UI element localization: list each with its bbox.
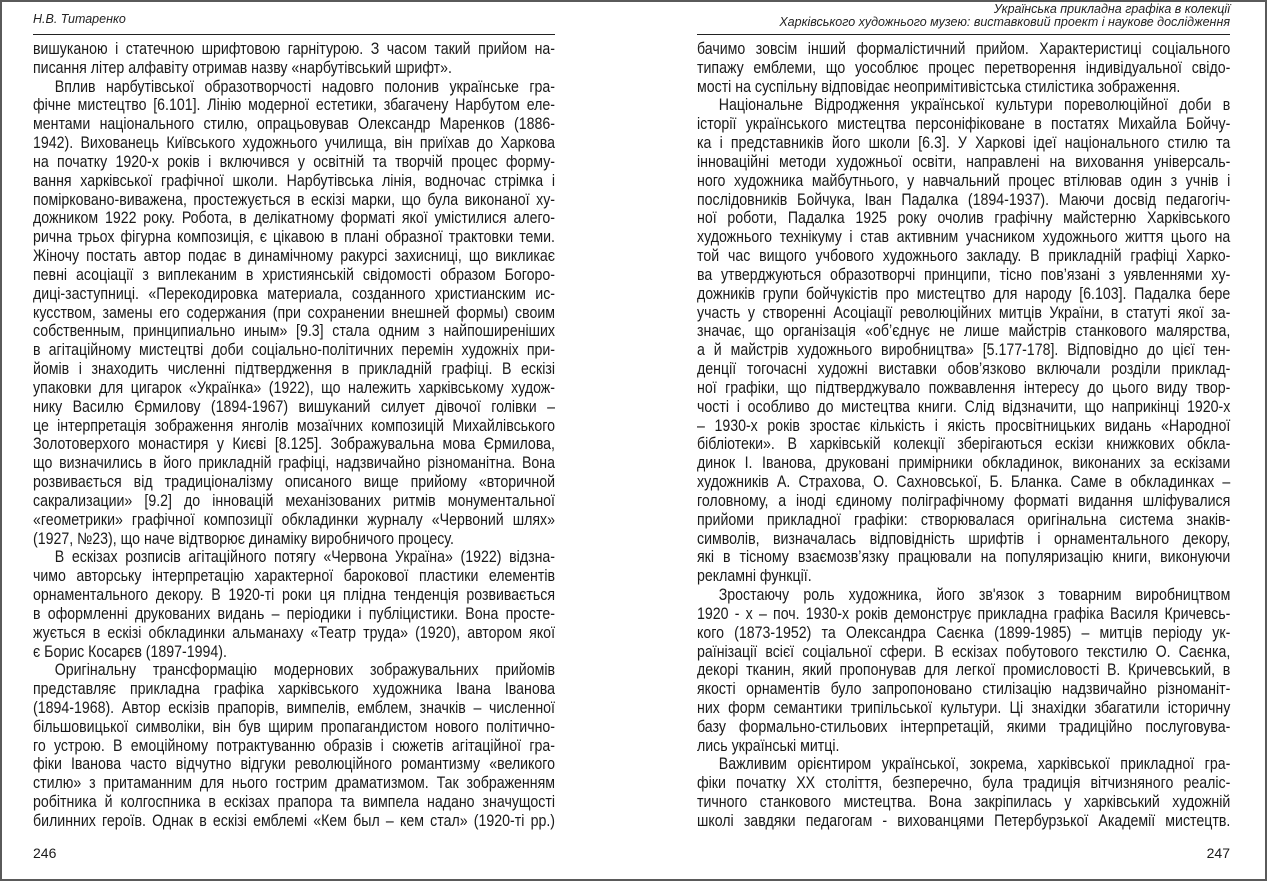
- text-line: кого (1873-1952) та Олександра Саєнка (1899-1985) – митців періоду ук-: [697, 623, 1231, 642]
- text-line: (1894-1968). Автор ескізів прапорів, вимпелів, емблем, значків – численної: [33, 698, 555, 717]
- text-line: ка і представників його школи [6.3]. У Харкові ідеї національного стилю та: [697, 134, 1231, 153]
- text-line: а й майстрів художнього виробництва» [5.177-178]. Відповідно до цієї тен-: [697, 341, 1231, 360]
- text-line: в оформленні друкованих видань – періодики і публіцистики. Вона просте-: [33, 604, 555, 623]
- text-line: ного художника майбутнього, у навчальний процес втілював один з учнів і: [697, 171, 1231, 190]
- body-text: [33, 40, 555, 831]
- text-line: рекламні функції.: [697, 567, 812, 586]
- text-line: тичного станкового мистецтва. Вона закріпилась у харківський художній: [697, 793, 1231, 812]
- text-line: Зростаючу роль художника, його зв'язок з товарним виробництвом: [718, 586, 1231, 605]
- text-line: фіки початку ХХ століття, безперечно, була традиція вітчизняного реаліс-: [697, 774, 1231, 793]
- paragraph: [33, 78, 555, 549]
- text-line: ної роботи, Падалка 1925 року очолив графічну майстерню Харківського: [697, 209, 1231, 228]
- text-line: Важливим орієнтиром української, зокрема, харківської прикладної гра-: [718, 755, 1231, 774]
- text-line: головному, а іноді єдиному поліграфічному форматі видання шліфувалися: [697, 491, 1231, 510]
- text-line: розвивається від традиціоналізму описаного вище прийому «вторичной: [33, 473, 555, 492]
- text-line: бібліотеки». В харківській колекції зберігаються ескізи книжкових обкла-: [697, 435, 1231, 454]
- text-line: декорі тканин, який пропонував для легкої промисловості В. Кричевський, в: [697, 661, 1231, 680]
- text-line: на початку 1920-х років і включився у освітній та творчій процес форму-: [33, 152, 555, 171]
- right-page: [697, 0, 1230, 881]
- text-line: бачимо зовсім інший формалістичний прийом. Характеристиці соціального: [697, 40, 1231, 58]
- text-line: вишуканою і статечною шрифтовою гарнітурою. З часом такий прийом на-: [33, 40, 555, 58]
- text-line: В ескізах розписів агітаційного потягу «Червона Україна» (1922) відзна-: [54, 548, 555, 567]
- text-line: Вплив нарбутівської образотворчості надовго полонив українське гра-: [54, 77, 555, 96]
- text-line: символів, визначалась відповідність шрифтів і орнаментального декору,: [697, 529, 1231, 548]
- paragraph: [33, 548, 555, 661]
- paragraph: [33, 661, 555, 830]
- text-line: 1942). Вихованець Київського художнього училища, він приїхав до Харкова: [33, 134, 555, 153]
- text-line: фічне мистецтво [6.101]. Лінію модерної естетики, збагачену Нарбутом еле-: [33, 96, 555, 115]
- body-text: [697, 40, 1230, 831]
- text-line: значає, що організація «об’єднує не лише майстрів станкового малярства,: [697, 322, 1231, 341]
- text-line: історії українського мистецтва персоніфіковане в постатях Михайла Бойчу-: [697, 115, 1231, 134]
- text-line: Оригінальну трансформацію модернових зображувальних прийомів: [54, 661, 555, 680]
- header-title-line-1: Українська прикладна графіка в колекції: [993, 2, 1230, 16]
- text-line: мості на суспільну відповідає неопримітивістська стилістика зображення.: [697, 77, 1181, 96]
- text-line: го устрою. В емоційному потрактуванню образів і сюжетів агітаційної гра-: [33, 736, 555, 755]
- text-line: дожником 1922 року. Робота, в делікатному форматі якої умістилися алего-: [33, 209, 555, 228]
- text-line: раїнізації всієї соціальної сфери. В ескізах побутового текстилю О. Саєнка,: [697, 642, 1231, 661]
- text-line: представляє прикладна графіка харківського художника Івана Іванова: [33, 680, 555, 699]
- header-title-line-2: Харківського художнього музею: виставковий проект і наукове дослідження: [779, 15, 1230, 29]
- left-page: [33, 0, 555, 881]
- text-line: ва утверджуються образотворчі принципи, тісно пов’язані з уявленнями ху-: [697, 265, 1231, 284]
- text-line: дожників групи бойчукістів про мистецтво для народу [6.103]. Падалка бере: [697, 284, 1231, 303]
- text-line: собственным, принципиально иным» [9.3] стала одним з найпоширеніших: [33, 322, 555, 341]
- page-number: 247: [1206, 845, 1230, 861]
- text-line: орнаментального декору. В 1920-ті роки ця плідна тенденція розвивається: [33, 586, 555, 605]
- text-line: йомів і знаходить численні підтвердження в прикладній графіці. В ескізі: [33, 360, 555, 379]
- text-line: динок І. Іванова, друковані примірники обкладинок, виконаних за ескізами: [697, 454, 1231, 473]
- text-line: фіки Іванова часто відчутно відгуки революційного романтизму «великого: [33, 755, 555, 774]
- text-line: Національне Відродження української культури пореволюційної доби в: [718, 96, 1231, 115]
- text-line: певні асоціації з виплеканим в християнській свідомості образом Богоро-: [33, 265, 555, 284]
- text-line: стилю» з притаманним для нього гострим драматизмом. Так зображенням: [33, 774, 555, 793]
- running-header-title: [697, 3, 1230, 29]
- text-line: вання харківської графічної школи. Нарбутівська лінія, водночас стрімка і: [33, 171, 555, 190]
- text-line: послідовників Бойчука, Іван Падалка (1894-1937). Маючи досвід педагогіч-: [697, 190, 1231, 209]
- text-line: – 1930-х років зростає кількість і якість просвітницьких видань «Народної: [697, 416, 1231, 435]
- text-line: диці-заступниці. «Перекодировка материала, созданного христианским ис-: [33, 284, 555, 303]
- text-line: базу формально-стильових інтерпретацій, якими традиційно послуговува-: [697, 717, 1231, 736]
- text-line: в агітаційному мистецтві доби соціально-політичних перемін художніх при-: [33, 341, 555, 360]
- text-line: денції тогочасні художні виставки обов’язково включали розділи приклад-: [697, 360, 1231, 379]
- header-rule: [33, 34, 555, 35]
- text-line: участь у створенні Асоціації революційних митців України, в статуті якої за-: [697, 303, 1231, 322]
- text-line: 1920 - х – поч. 1930-х років демонструє прикладна графіка Василя Кричевсь-: [697, 604, 1231, 623]
- text-line: більшовицької символіки, він був щирим пропагандистом нового політично-: [33, 717, 555, 736]
- paragraph: [33, 40, 555, 78]
- text-line: які в тісному взаємозв’язку працювали на популяризацію книги, виконуючи: [697, 548, 1231, 567]
- text-line: прийоми прикладної графіки: створювалася оригінальна система знаків-: [697, 510, 1231, 529]
- text-line: є Борис Косарєв (1897-1994).: [33, 642, 227, 661]
- text-line: рична трьох фігурна композиція, є цікавою в плані образної трактовки теми.: [33, 228, 555, 247]
- text-line: що визначились в його прикладній графіці, надзвичайно різноманітна. Вона: [33, 454, 555, 473]
- text-line: той час вищого учбового художнього закладу. В прикладній графіці Харко-: [697, 247, 1231, 266]
- text-line: робітника й колгоспника в ескізах прапора та вимпела надано значущості: [33, 793, 555, 812]
- page-number: 246: [33, 845, 57, 861]
- text-line: писання літер алфавіту отримав назву «нарбутівський шрифт».: [33, 58, 452, 77]
- text-line: школі завдяки педагогам - вихованцями Петербурзької Академії мистецтв.: [697, 811, 1231, 830]
- text-line: (1927, №23), що наче відтворює динаміку виробничого процесу.: [33, 529, 454, 548]
- text-line: ментами національного стилю, опрацьовував Олександр Маренков (1886-: [33, 115, 555, 134]
- text-line: художників А. Страхова, О. Сахновської, Б. Бланка. Саме в обкладинках –: [697, 473, 1231, 492]
- text-line: чості і особливо до мистецтва книги. Слід відзначити, що наприкінці 1920-х: [697, 397, 1231, 416]
- text-line: якості орнаментів було запропоновано стилізацію надзвичайно різноманіт-: [697, 680, 1231, 699]
- text-line: сакрализации» [9.2] до інновацій механізованих ритмів монументальної: [33, 491, 555, 510]
- text-line: Жіночу постать автор подає в динамічному ракурсі захисниці, що викликає: [33, 247, 555, 266]
- paragraph: [697, 586, 1230, 755]
- text-line: це інтерпретація зображення янголів мозаїчних композицій Михайлівського: [33, 416, 555, 435]
- paragraph: [697, 40, 1230, 96]
- text-line: кусством, замены его содержания (при сохранении внешней формы) своим: [33, 303, 555, 322]
- text-line: типажу емблеми, що уособлює процес перетворення індивідуальної свідо-: [697, 58, 1231, 77]
- text-line: упаковки для цигарок «Українка» (1922), що належить харківському худож-: [33, 378, 555, 397]
- running-header-author: Н.В. Титаренко: [33, 12, 126, 26]
- header-rule: [697, 34, 1230, 35]
- text-line: «геометрики» графічної композиції обкладинки журналу «Червоний шлях»: [33, 510, 555, 529]
- text-line: Золотоверхого монастиря у Києві [8.125]. Зображувальна мова Єрмилова,: [33, 435, 555, 454]
- paragraph: [697, 755, 1230, 830]
- paragraph: [697, 96, 1230, 586]
- text-line: лись українські митці.: [697, 736, 840, 755]
- text-line: ної графіки, що підтверджувало пожвавлення інтересу до цього виду твор-: [697, 378, 1231, 397]
- text-line: жується в ескізі обкладинки альманаху «Театр труда» (1920), автором якої: [33, 623, 555, 642]
- text-line: інноваційні методи художньої освіти, направлені на виховання універсаль-: [697, 152, 1231, 171]
- text-line: помірковано-виважена, простежується в ескізі марки, що була виконаної ху-: [33, 190, 555, 209]
- text-line: чимо авторську інтерпретацію характерної барокової пластики елементів: [33, 567, 555, 586]
- text-line: них форм семантики трипільської культури. Ці знахідки збагатили історичну: [697, 698, 1231, 717]
- text-line: нику Василю Єрмилову (1894-1967) вишуканий силует дівочої голівки –: [33, 397, 555, 416]
- text-line: билинних героїв. Однак в ескізі емблемі «Кем был – кем стал» (1920-ті рр.): [33, 811, 555, 830]
- text-line: художнього технікуму і став активним учасником художнього життя цього на: [697, 228, 1231, 247]
